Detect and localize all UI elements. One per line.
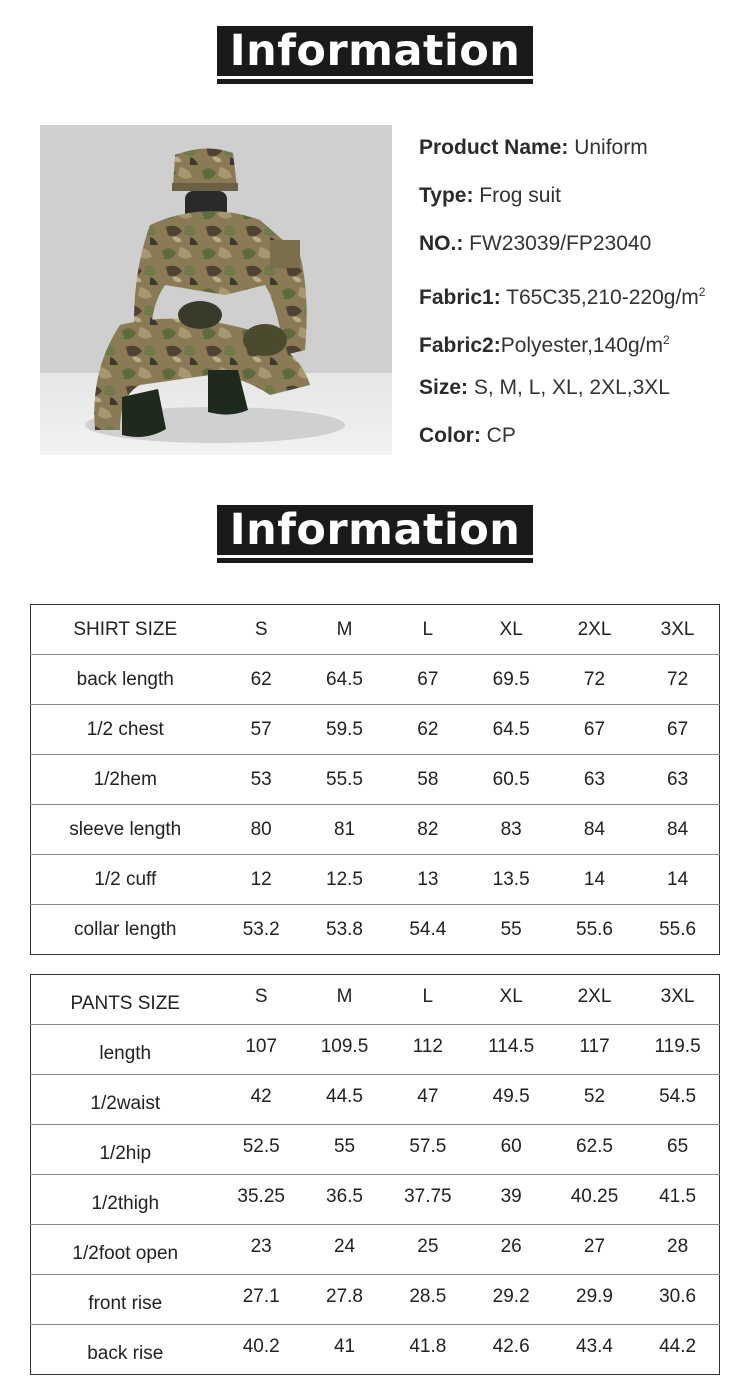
spec-product-name [419,126,750,174]
table-cell: 107 [220,1025,303,1075]
table-cell: 83 [470,805,553,855]
table-cell: 25 [386,1225,469,1275]
table-cell: 55 [470,905,553,955]
table-cell: 60 [470,1125,553,1175]
table-row [31,755,720,805]
table-cell: 53.8 [303,905,386,955]
table-row [31,1275,720,1325]
table-cell: 53.2 [220,905,303,955]
table-cell: 109.5 [303,1025,386,1075]
table-cell: 81 [303,805,386,855]
table-row [31,1025,720,1075]
spec-label: Size: [419,376,469,399]
spec-type [419,174,750,222]
table-cell: 40.25 [553,1175,636,1225]
spec-value: CP [480,424,516,447]
table-cell: 39 [470,1175,553,1225]
size-header-cell: XL [499,618,523,640]
table-cell: 41.8 [386,1325,469,1375]
size-header-cell: 3XL [660,618,695,640]
table-row [31,1125,720,1175]
table-cell: 23 [220,1225,303,1275]
superscript: 2 [698,285,706,299]
spec-label: Type: [419,184,474,207]
spec-fabric2 [419,318,750,366]
table-cell: 42.6 [470,1325,553,1375]
measurement-label: 1/2foot open [31,1225,220,1275]
table-cell: 67 [386,655,469,705]
size-header-cell: S [254,985,268,1007]
spec-label: Product Name: [419,136,569,159]
spec-label: Fabric2: [419,334,501,357]
size-header-cell: M [336,618,353,640]
table-cell: 55 [303,1125,386,1175]
table-cell: 29.2 [470,1275,553,1325]
measurement-label: 1/2 cuff [31,855,220,905]
size-header-cell: M [336,985,353,1007]
table-cell: 67 [636,705,719,755]
information-banner-top [217,26,533,86]
spec-value: T65C35,210-220g/m [500,286,699,309]
table-cell: 29.9 [553,1275,636,1325]
banner-underline [217,558,533,563]
table-cell: 42 [220,1075,303,1125]
table-cell: 52.5 [220,1125,303,1175]
table-cell: 60.5 [470,755,553,805]
table-row [31,655,720,705]
table-cell: 72 [636,655,719,705]
pants-size-table [30,974,720,1375]
table-row [31,1325,720,1375]
measurement-label: 1/2 chest [31,705,220,755]
spec-size [419,366,750,414]
table-cell: 54.4 [386,905,469,955]
table-cell: 27.1 [220,1275,303,1325]
size-header-cell: 2XL [577,618,612,640]
spec-value: FW23039/FP23040 [463,232,652,255]
table-cell: 14 [636,855,719,905]
table-cell: 69.5 [470,655,553,705]
table-cell: 13 [386,855,469,905]
table-cell: 54.5 [636,1075,719,1125]
table-row [31,905,720,955]
spec-value: Uniform [568,136,648,159]
table-cell: 28.5 [386,1275,469,1325]
table-cell: 30.6 [636,1275,719,1325]
table-cell: 43.4 [553,1325,636,1375]
table-cell: 55.6 [553,905,636,955]
information-banner-middle [217,505,533,565]
product-photo [40,125,392,455]
table-cell: 64.5 [303,655,386,705]
table-row [31,705,720,755]
table-cell: 62.5 [553,1125,636,1175]
table-cell: 57.5 [386,1125,469,1175]
size-header-cell: S [254,618,268,640]
table-cell: 72 [553,655,636,705]
measurement-label: collar length [31,905,220,955]
table-row [31,1225,720,1275]
table-cell: 84 [553,805,636,855]
table-cell: 67 [553,705,636,755]
measurement-label: 1/2waist [31,1075,220,1125]
table-cell: 37.75 [386,1175,469,1225]
table-cell: 84 [636,805,719,855]
table-cell: 65 [636,1125,719,1175]
table-cell: 119.5 [636,1025,719,1075]
size-header-cell: 2XL [577,985,612,1007]
size-header-cell: 3XL [660,985,695,1007]
table-cell: 41.5 [636,1175,719,1225]
table-cell: 27.8 [303,1275,386,1325]
spec-fabric1 [419,270,750,318]
table-cell: 58 [386,755,469,805]
table-cell: 40.2 [220,1325,303,1375]
measurement-label: 1/2hem [31,755,220,805]
table-cell: 47 [386,1075,469,1125]
table-cell: 64.5 [470,705,553,755]
measurement-label: 1/2thigh [31,1175,220,1225]
table-cell: 63 [553,755,636,805]
table-cell: 13.5 [470,855,553,905]
spec-color [419,414,750,462]
banner-title: Information [229,505,521,555]
pants-table-body [31,975,720,1375]
table-cell: 62 [220,655,303,705]
table-cell: 12 [220,855,303,905]
spec-value: Frog suit [473,184,561,207]
table-cell: 12.5 [303,855,386,905]
table-cell: 55.6 [636,905,719,955]
table-cell: 14 [553,855,636,905]
table-row [31,805,720,855]
measurement-label: back length [31,655,220,705]
measurement-label: sleeve length [31,805,220,855]
spec-number [419,222,750,270]
superscript: 2 [662,333,670,347]
soldier-illustration [40,125,392,455]
table-cell: 27 [553,1225,636,1275]
table-cell: 52 [553,1075,636,1125]
size-header-cell: XL [499,985,523,1007]
table-cell: 36.5 [303,1175,386,1225]
spec-label: Color: [419,424,481,447]
table-cell: 53 [220,755,303,805]
table-row [31,855,720,905]
table-cell: 41 [303,1325,386,1375]
table-cell: 26 [470,1225,553,1275]
table-cell: 117 [553,1025,636,1075]
table-cell: 44.5 [303,1075,386,1125]
table-cell: 112 [386,1025,469,1075]
spec-label: NO.: [419,232,464,255]
measurement-label: front rise [31,1275,220,1325]
table-cell: 55.5 [303,755,386,805]
table-row [31,1175,720,1225]
table-header-row [31,975,720,1025]
measurement-label: 1/2hip [31,1125,220,1175]
size-header-cell: L [422,985,434,1007]
spec-value: Polyester,140g/m [500,334,663,357]
table-cell: 80 [220,805,303,855]
table-header-row [31,605,720,655]
table-cell: 62 [386,705,469,755]
size-header-cell: L [422,618,434,640]
table-cell: 35.25 [220,1175,303,1225]
measurement-label: length [31,1025,220,1075]
table-title-cell: SHIRT SIZE [73,618,178,640]
product-specs [419,126,750,462]
table-cell: 44.2 [636,1325,719,1375]
table-cell: 28 [636,1225,719,1275]
table-cell: 57 [220,705,303,755]
banner-underline [217,79,533,84]
spec-label: Fabric1: [419,286,501,309]
table-cell: 114.5 [470,1025,553,1075]
shirt-size-table [30,604,720,955]
table-row [31,1075,720,1125]
table-cell: 24 [303,1225,386,1275]
table-cell: 82 [386,805,469,855]
table-title-cell: PANTS SIZE [70,992,180,1014]
banner-title: Information [229,26,521,76]
table-cell: 59.5 [303,705,386,755]
measurement-label: back rise [31,1325,220,1375]
table-cell: 49.5 [470,1075,553,1125]
spec-value: S, M, L, XL, 2XL,3XL [468,376,670,399]
table-cell: 63 [636,755,719,805]
shirt-table-body [31,605,720,955]
